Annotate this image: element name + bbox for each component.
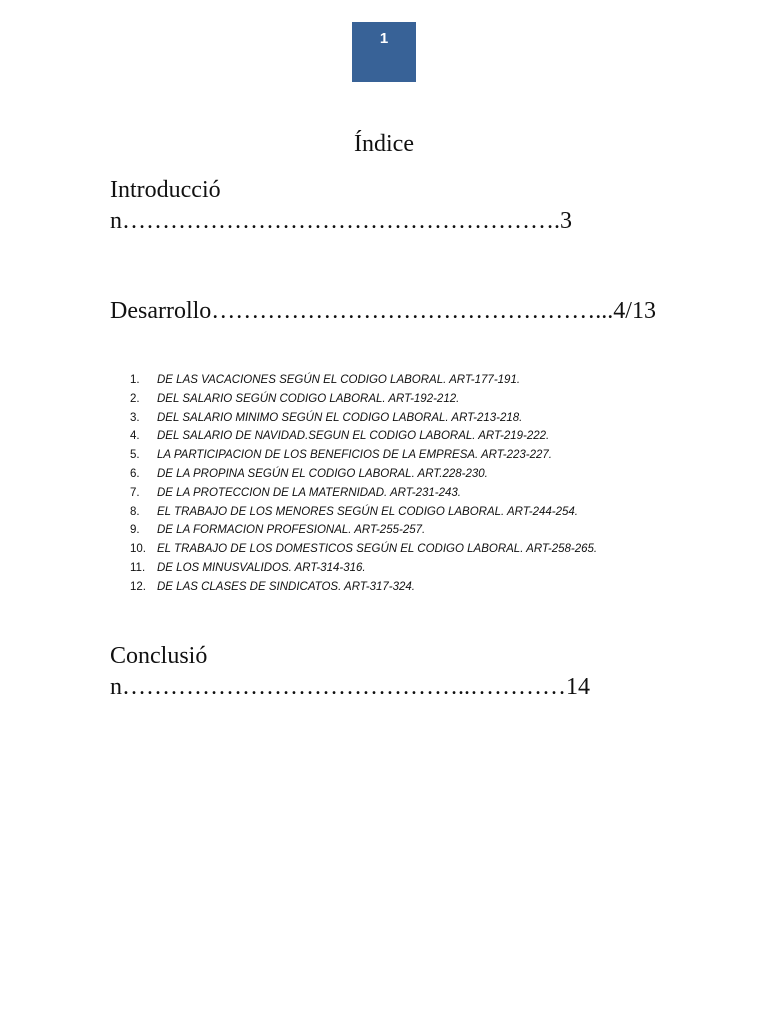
page-title: Índice (354, 131, 414, 157)
list-item-text: DEL SALARIO DE NAVIDAD.SEGUN EL CODIGO LABORAL. ART-219-222. (157, 430, 550, 443)
list-item-text: DE LAS CLASES DE SINDICATOS. ART-317-324. (157, 580, 416, 593)
list-item-text: DE LAS VACACIONES SEGÚN EL CODIGO LABORAL. ART-177-191. (157, 374, 521, 386)
list-item (130, 409, 690, 428)
list-item (130, 503, 690, 522)
list-item-number: 12. (130, 580, 146, 593)
list-item (130, 446, 690, 465)
list-item (130, 390, 690, 409)
list-item-number: 6. (130, 467, 140, 480)
list-item-text: EL TRABAJO DE LOS DOMESTICOS SEGÚN EL CODIGO LABORAL. ART-258-265. (157, 543, 598, 556)
list-item-number: 3. (130, 411, 140, 424)
list-item-number: 2. (130, 392, 140, 405)
list-item-number: 11. (130, 561, 146, 574)
list-item (130, 371, 690, 390)
list-item-text: DE LA PROPINA SEGÚN EL CODIGO LABORAL. ART.228-230. (157, 467, 488, 480)
list-item-text: DE LOS MINUSVALIDOS. ART-314-316. (157, 561, 366, 574)
list-item-number: 10. (130, 543, 146, 556)
list-item (130, 427, 690, 446)
list-item-number: 5. (130, 449, 140, 462)
list-item (130, 465, 690, 484)
list-item-text: DEL SALARIO MINIMO SEGÚN EL CODIGO LABORAL. ART-213-218. (157, 411, 523, 424)
list-item-number: 1. (130, 374, 140, 386)
list-item (130, 521, 690, 540)
page-number-badge (352, 22, 416, 82)
list-item-number: 9. (130, 524, 140, 537)
list-item (130, 578, 690, 597)
list-item-number: 7. (130, 486, 140, 499)
list-item-number: 8. (130, 505, 140, 518)
list-item-text: EL TRABAJO DE LOS MENORES SEGÚN EL CODIGO LABORAL. ART-244-254. (157, 505, 578, 518)
list-item (130, 559, 690, 578)
toc-entry-development: Desarrollo…………………………………………...4/13 (110, 298, 656, 324)
list-item-text: DE LA FORMACION PROFESIONAL. ART-255-257. (157, 524, 426, 537)
list-item (130, 540, 690, 559)
list-item-text: LA PARTICIPACION DE LOS BENEFICIOS DE LA EMPRESA. ART-223-227. (157, 449, 552, 462)
list-item-text: DE LA PROTECCION DE LA MATERNIDAD. ART-231-243. (157, 486, 461, 499)
page-number: 1 (379, 30, 389, 47)
list-item-text: DEL SALARIO SEGÚN CODIGO LABORAL. ART-192-212. (157, 392, 460, 405)
toc-entry-introduction: Introducción……………………………………………….3 (110, 177, 572, 234)
list-item (130, 484, 690, 503)
toc-entry-conclusion: Conclusión……………………………………..…………14 (110, 643, 590, 700)
list-item-number: 4. (130, 430, 140, 443)
development-sub-list (130, 371, 690, 597)
